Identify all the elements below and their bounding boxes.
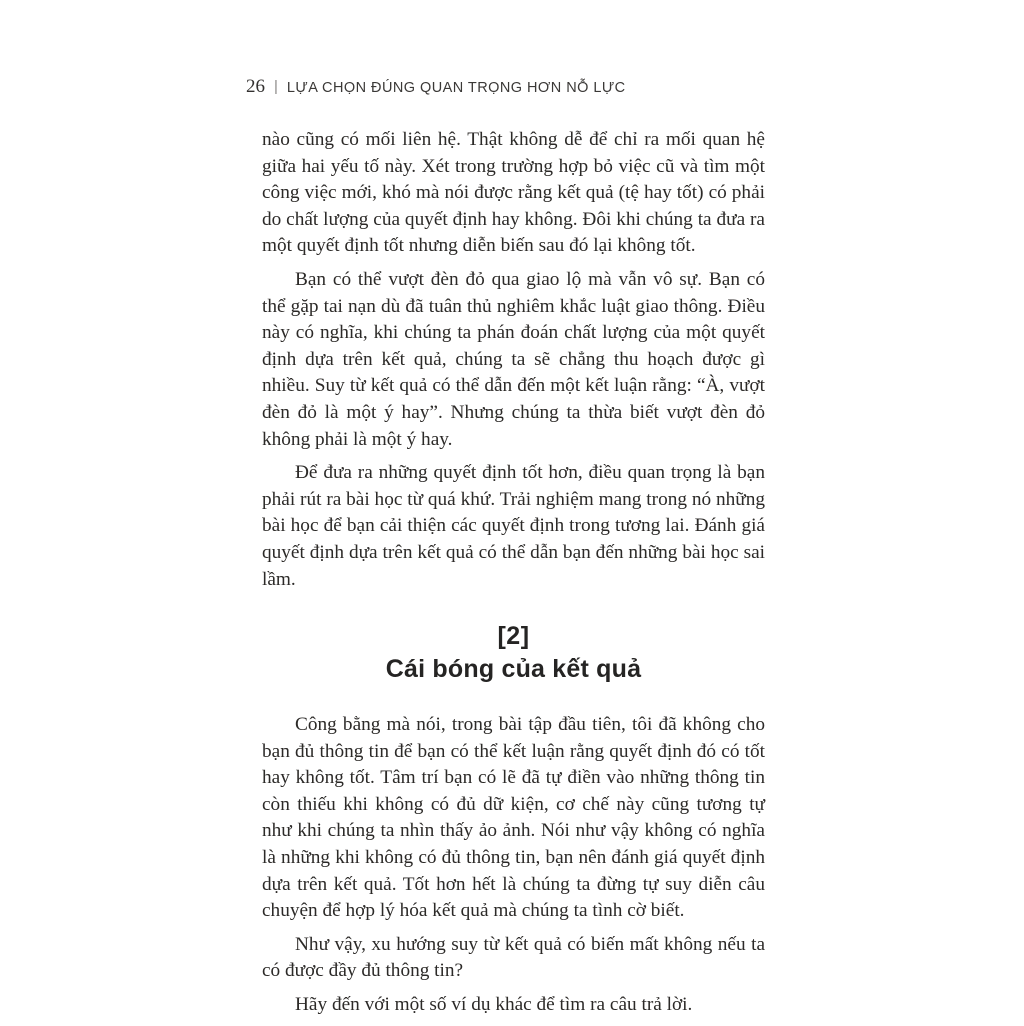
- section-heading: [262, 620, 765, 687]
- page-number: 26: [246, 76, 265, 97]
- body-paragraph: Công bằng mà nói, trong bài tập đầu tiên, tôi đã không cho bạn đủ thông tin để bạn có thể kết luận rằng quyết định đó có tốt hay không tốt. Tâm trí bạn có lẽ đã tự điền vào những thông tin còn thiếu khi không có đủ dữ kiện, cơ chế này cũng tương tự như khi chúng ta nhìn thấy ảo ảnh. Nói như vậy không có nghĩa là những khi không có đủ thông tin, bạn nên đánh giá quyết định dựa trên kết quả. Tốt hơn hết là chúng ta đừng tự suy diễn câu chuyện để hợp lý hóa kết quả mà chúng ta tình cờ biết.: [262, 714, 765, 922]
- running-title: LỰA CHỌN ĐÚNG QUAN TRỌNG HƠN NỖ LỰC: [286, 80, 626, 96]
- section-title: Cái bóng của kết quả: [385, 655, 642, 684]
- section-number: [2]: [497, 622, 530, 651]
- header-separator: |: [274, 78, 278, 95]
- page-body: [262, 127, 765, 1026]
- body-paragraph: nào cũng có mối liên hệ. Thật không dễ để chỉ ra mối quan hệ giữa hai yếu tố này. Xét trong trường hợp bỏ việc cũ và tìm một công việc mới, khó mà nói được rằng kết quả (tệ hay tốt) có phải do chất lượng của quyết định hay không. Đôi khi chúng ta đưa ra một quyết định tốt nhưng diễn biến sau đó lại không tốt.: [262, 129, 765, 257]
- body-paragraph: Bạn có thể vượt đèn đỏ qua giao lộ mà vẫn vô sự. Bạn có thể gặp tai nạn dù đã tuân thủ nghiêm khắc luật giao thông. Điều này có nghĩa, khi chúng ta phán đoán chất lượng của một quyết định dựa trên kết quả, chúng ta sẽ chẳng thu hoạch được gì nhiều. Suy từ kết quả có thể dẫn đến một kết luận rằng: “À, vượt đèn đỏ là một ý hay”. Nhưng chúng ta thừa biết vượt đèn đỏ không phải là một ý hay.: [262, 268, 765, 450]
- body-paragraph: Như vậy, xu hướng suy từ kết quả có biến mất không nếu ta có được đầy đủ thông tin?: [262, 933, 765, 982]
- page-header: [246, 76, 626, 98]
- body-paragraph: Để đưa ra những quyết định tốt hơn, điều quan trọng là bạn phải rút ra bài học từ quá khứ. Trải nghiệm mang trong nó những bài học để bạn cải thiện các quyết định trong tương lai. Đánh giá quyết định dựa trên kết quả có thể dẫn bạn đến những bài học sai lầm.: [262, 462, 765, 590]
- body-paragraph: Hãy đến với một số ví dụ khác để tìm ra câu trả lời.: [295, 994, 693, 1016]
